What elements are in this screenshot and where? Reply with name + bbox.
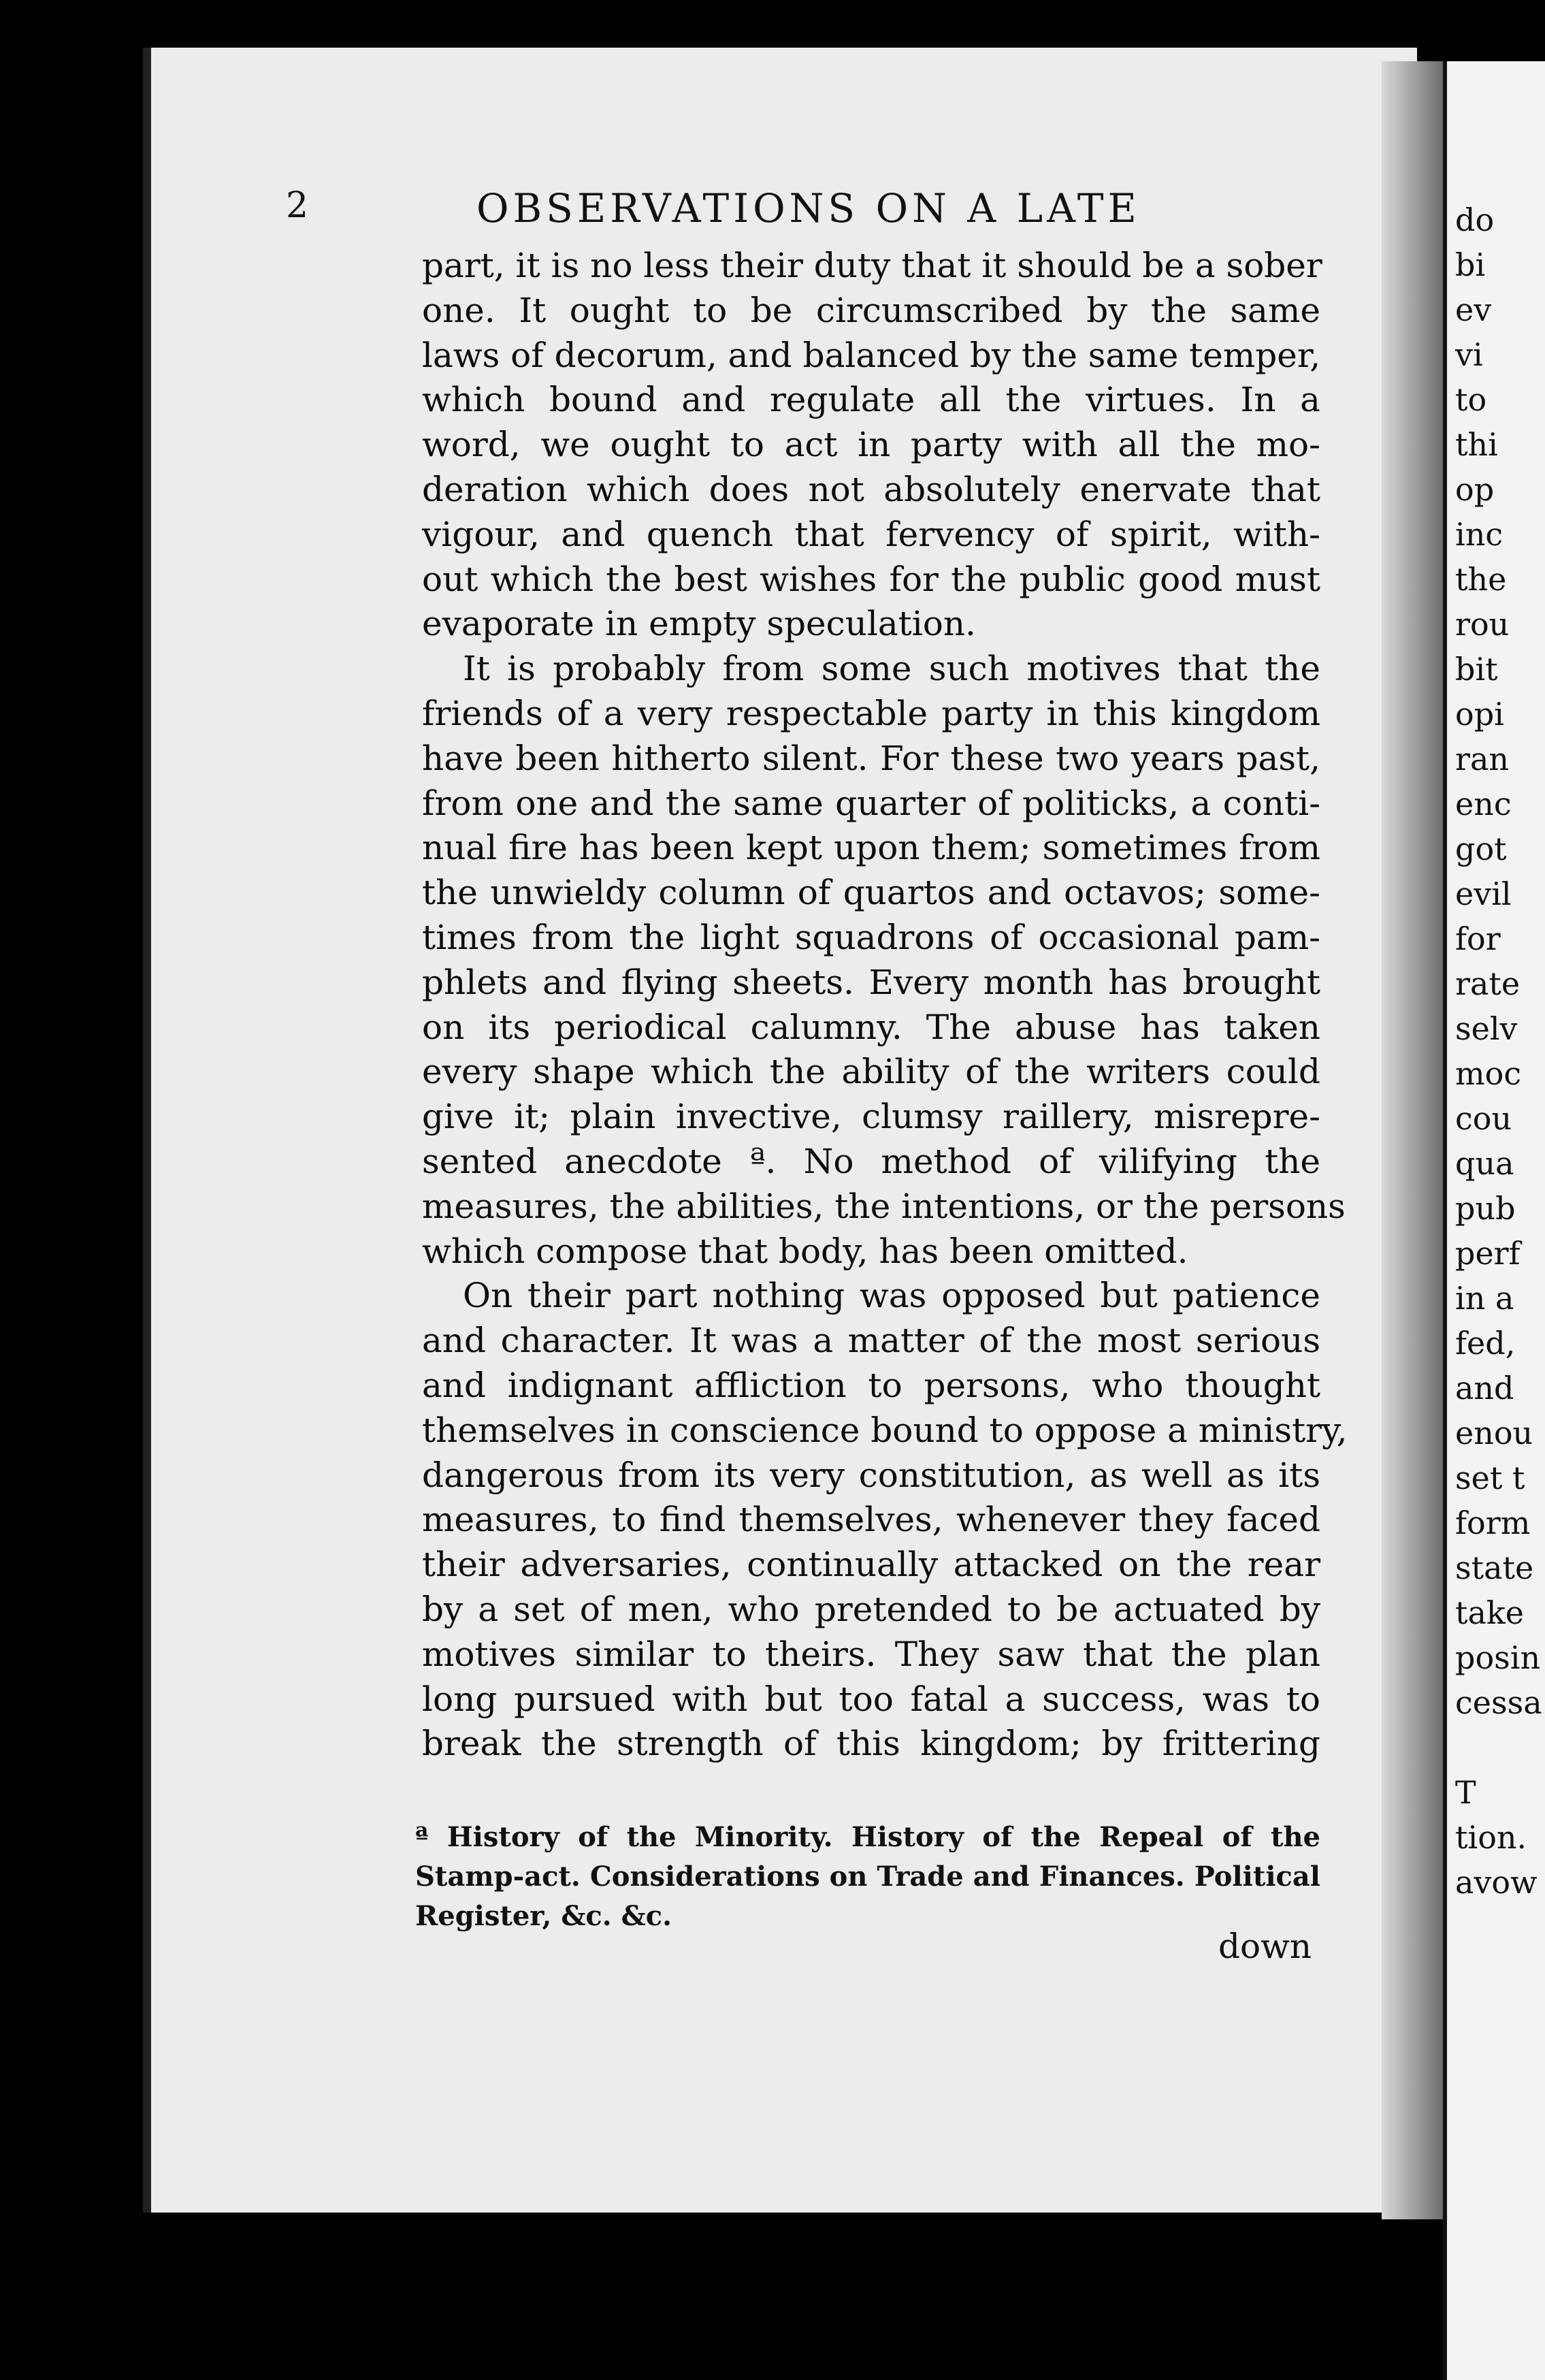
footnote-line: ª History of the Minority. History of the Repeal of the: [415, 1821, 1320, 1853]
text-line: break the strength of this kingdom; by frittering: [422, 1724, 1320, 1764]
facing-page-fragment: qua: [1455, 1145, 1514, 1182]
facing-page-fragment: ev: [1455, 291, 1492, 328]
main-text: [422, 244, 1348, 1767]
facing-page-fragment: T: [1455, 1774, 1476, 1811]
facing-page-fragment: got: [1455, 831, 1507, 867]
text-line: phlets and flying sheets. Every month has brought: [422, 962, 1320, 1002]
text-line: vigour, and quench that fervency of spirit, with-: [422, 514, 1320, 554]
facing-page-fragment: moc: [1455, 1055, 1522, 1092]
text-line: one. It ought to be circumscribed by the same: [422, 290, 1320, 330]
facing-page-fragment: take: [1455, 1594, 1525, 1631]
text-line: evaporate in empty speculation.: [422, 604, 976, 644]
text-line: part, it is no less their duty that it should be a sober: [422, 246, 1322, 285]
facing-page-fragment: state: [1455, 1549, 1534, 1586]
facing-page-fragment: enc: [1455, 786, 1512, 822]
text-line: nual fire has been kept upon them; sometimes from: [422, 828, 1320, 868]
facing-page-fragment: rou: [1455, 606, 1510, 643]
running-title: OBSERVATIONS ON A LATE: [476, 185, 1141, 231]
text-line: out which the best wishes for the public good must: [422, 559, 1320, 599]
text-line: their adversaries, continually attacked on the rear: [422, 1545, 1320, 1585]
text-line: On their part nothing was opposed but patience: [463, 1276, 1320, 1316]
text-line: themselves in conscience bound to oppose a ministry,: [422, 1410, 1348, 1450]
facing-page-fragment: selv: [1455, 1010, 1518, 1047]
text-line: motives similar to theirs. They saw that the plan: [422, 1634, 1320, 1674]
facing-page-fragment: evil: [1455, 875, 1512, 912]
text-line: It is probably from some such motives that the: [463, 649, 1320, 689]
text-line: measures, the abilities, the intentions, or the persons: [422, 1186, 1346, 1226]
facing-page-fragment: posin: [1455, 1639, 1541, 1676]
facing-page-fragment: inc: [1455, 516, 1503, 553]
footnote-line: Stamp-act. Considerations on Trade and Finances. Political: [415, 1861, 1320, 1893]
facing-page-fragment: and: [1455, 1370, 1514, 1406]
page-number: 2: [286, 185, 309, 226]
text-line: have been hitherto silent. For these two years past,: [422, 738, 1320, 778]
text-line: on its periodical calumny. The abuse has taken: [422, 1007, 1320, 1047]
text-line: by a set of men, who pretended to be actuated by: [422, 1589, 1320, 1629]
text-line: times from the light squadrons of occasional pam-: [422, 917, 1320, 957]
text-line: which bound and regulate all the virtues. In a: [422, 380, 1320, 420]
facing-page-fragment: rate: [1455, 965, 1520, 1002]
text-line: which compose that body, has been omitted.: [422, 1231, 1188, 1271]
facing-page-fragment: enou: [1455, 1415, 1533, 1451]
footnote-line: Register, &c. &c.: [415, 1900, 672, 1932]
facing-page-fragment: bit: [1455, 651, 1498, 688]
text-line: deration which does not absolutely enervate that: [422, 469, 1320, 509]
footnote: [415, 1818, 1320, 1936]
facing-page-fragment: op: [1455, 471, 1495, 508]
facing-page-fragment: cou: [1455, 1100, 1512, 1137]
facing-page-fragment: tion.: [1455, 1819, 1527, 1856]
facing-page-fragment: for: [1455, 920, 1501, 957]
text-line: and indignant affliction to persons, who thought: [422, 1365, 1320, 1405]
text-line: the unwieldy column of quartos and octavos; some-: [422, 873, 1320, 913]
text-line: from one and the same quarter of politicks, a conti-: [422, 783, 1320, 823]
facing-page-fragment: opi: [1455, 696, 1504, 733]
facing-page-fragment: fed,: [1455, 1325, 1516, 1362]
facing-page-fragment: avow: [1455, 1864, 1538, 1901]
facing-page-fragment: perf: [1455, 1235, 1520, 1272]
text-line: every shape which the ability of the writers could: [422, 1052, 1320, 1092]
paragraph-3: [422, 1274, 1348, 1767]
facing-page-fragment: do: [1455, 202, 1495, 238]
text-line: long pursued with but too fatal a success, was to: [422, 1679, 1320, 1719]
text-line: and character. It was a matter of the most serious: [422, 1321, 1320, 1361]
facing-page-fragment: pub: [1455, 1190, 1516, 1227]
text-line: give it; plain invective, clumsy raillery, misrepre-: [422, 1097, 1320, 1137]
paragraph-1: [422, 244, 1320, 647]
facing-page-fragment: set t: [1455, 1460, 1525, 1496]
text-line: measures, to find themselves, whenever they faced: [422, 1500, 1320, 1540]
facing-page-fragment: in a: [1455, 1280, 1514, 1317]
facing-page-fragment: bi: [1455, 246, 1486, 283]
facing-page-fragment: the: [1455, 561, 1507, 598]
facing-page-edge: [1443, 61, 1545, 2380]
text-line: word, we ought to act in party with all the mo-: [422, 425, 1320, 465]
text-line: friends of a very respectable party in this kingdom: [422, 693, 1320, 733]
facing-page-fragment: cessa: [1455, 1684, 1542, 1721]
facing-page-fragment: to: [1455, 381, 1487, 418]
catchword: down: [1218, 1927, 1312, 1966]
facing-page-fragment: vi: [1455, 336, 1483, 373]
facing-page-fragment: form: [1455, 1505, 1531, 1541]
text-line: sented anecdote ª. No method of vilifying the: [422, 1141, 1320, 1181]
facing-page-fragment: thi: [1455, 426, 1498, 463]
text-line: laws of decorum, and balanced by the same temper,: [422, 335, 1321, 375]
scan-left-border: [0, 0, 143, 2380]
facing-page-fragment: ran: [1455, 741, 1510, 777]
paragraph-2: [422, 647, 1346, 1274]
text-line: dangerous from its very constitution, as well as its: [422, 1455, 1320, 1495]
